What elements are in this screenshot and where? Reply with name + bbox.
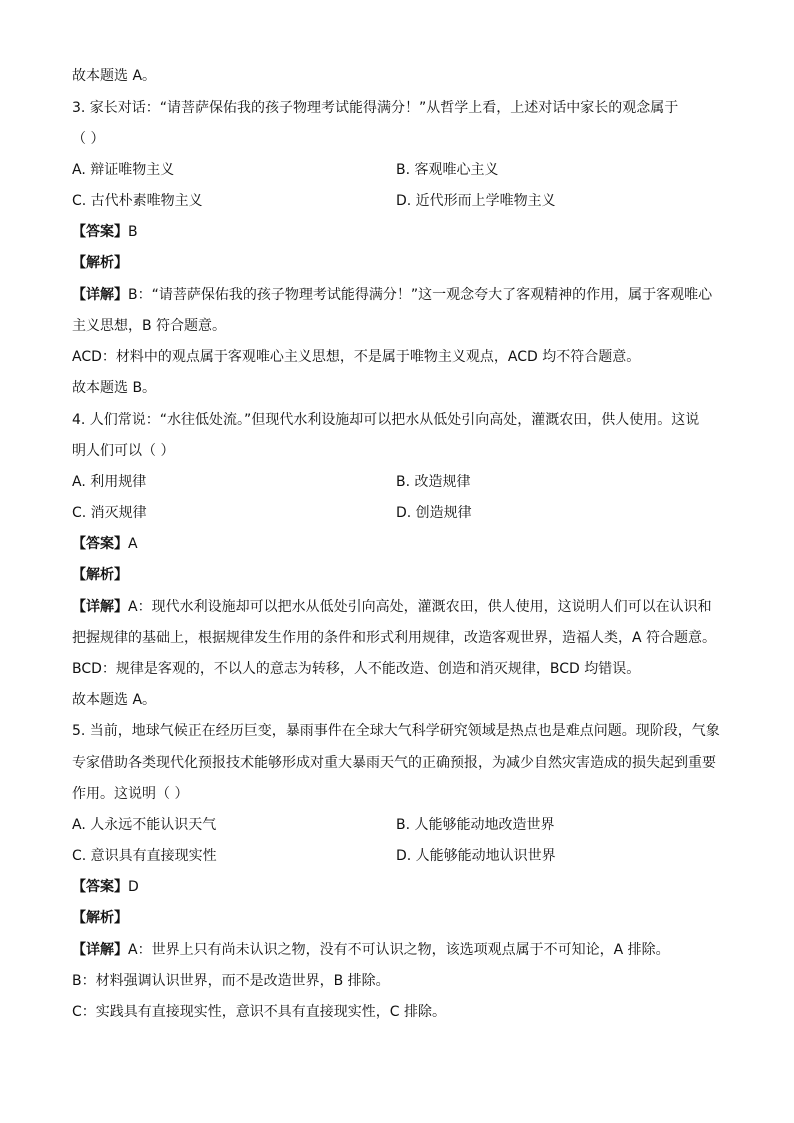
q2-conclusion: 故本题选 A。 (72, 68, 157, 84)
q3-option-b: B. 客观唯心主义 (396, 162, 499, 178)
q4-stem-line-1: 4. 人们常说：“水往低处流。”但现代水利设施却可以把水从低处引向高处，灌溉农田，供人使用。这说 (72, 412, 700, 428)
q3-option-a: A. 辩证唯物主义 (72, 162, 175, 178)
q4-answer (72, 534, 732, 554)
q4-stem-line-2: 明人们可以（ ） (72, 443, 175, 459)
q3-answer-value: B (128, 224, 138, 240)
q5-detail-line-3: C：实践具有直接现实性，意识不具有直接现实性，C 排除。 (72, 1004, 446, 1020)
q3-stem-line-2: （ ） (72, 131, 105, 147)
q5-stem-line-3: 作用。这说明（ ） (72, 786, 189, 802)
q4-detail-line-1 (72, 597, 732, 617)
q5-detail-text-1: A：世界上只有尚未认识之物，没有不可认识之物，该选项观点属于不可知论，A 排除。 (128, 942, 670, 958)
q4-option-d: D. 创造规律 (396, 505, 472, 521)
q4-detail-line-2: 把握规律的基础上，根据规律发生作用的条件和形式利用规律，改造客观世界，造福人类，A 符合题意。 (72, 630, 717, 646)
q5-stem-line-2: 专家借助各类现代化预报技术能够形成对重大暴雨天气的正确预报，为减少自然灾害造成的损失起到重要 (72, 755, 716, 771)
q4-option-c: C. 消灭规律 (72, 505, 147, 521)
q5-option-d: D. 人能够能动地认识世界 (396, 848, 556, 864)
q5-detail-line-2: B：材料强调认识世界，而不是改造世界，B 排除。 (72, 973, 390, 989)
q3-detail-line-1 (72, 285, 732, 305)
q5-analysis-heading: 【解析】 (72, 910, 128, 926)
q3-detail-tag: 【详解】 (72, 287, 128, 303)
q3-detail-line-3: ACD：材料中的观点属于客观唯心主义思想，不是属于唯物主义观点，ACD 均不符合题意。 (72, 349, 641, 365)
q4-analysis-heading: 【解析】 (72, 567, 128, 583)
q3-option-d: D. 近代形而上学唯物主义 (396, 193, 556, 209)
q5-option-c: C. 意识具有直接现实性 (72, 848, 217, 864)
q3-analysis-heading: 【解析】 (72, 255, 128, 271)
q5-stem-line-1: 5. 当前，地球气候正在经历巨变，暴雨事件在全球大气科学研究领域是热点也是难点问题。现阶段，气象 (72, 723, 720, 739)
q3-stem-line-1: 3. 家长对话：“请菩萨保佑我的孩子物理考试能得满分！”从哲学上看，上述对话中家长的观念属于 (72, 100, 679, 116)
q5-detail-line-1 (72, 940, 732, 960)
q4-answer-tag: 【答案】 (72, 536, 128, 552)
q4-detail-line-3: BCD：规律是客观的，不以人的意志为转移，人不能改造、创造和消灭规律，BCD 均错误。 (72, 661, 641, 677)
q4-option-a: A. 利用规律 (72, 474, 147, 490)
q5-answer-value: D (128, 879, 139, 895)
q5-option-b: B. 人能够能动地改造世界 (396, 817, 555, 833)
q3-detail-line-2: 主义思想，B 符合题意。 (72, 318, 227, 334)
q4-answer-value: A (128, 536, 138, 552)
q4-option-b: B. 改造规律 (396, 474, 471, 490)
q3-option-c: C. 古代朴素唯物主义 (72, 193, 203, 209)
q5-detail-tag: 【详解】 (72, 942, 128, 958)
q5-answer (72, 877, 732, 897)
q4-conclusion: 故本题选 A。 (72, 692, 157, 708)
q4-detail-tag: 【详解】 (72, 599, 128, 615)
q3-detail-text-1: B：“请菩萨保佑我的孩子物理考试能得满分！”这一观念夸大了客观精神的作用，属于客观唯心 (128, 287, 713, 303)
q5-answer-tag: 【答案】 (72, 879, 128, 895)
q3-answer (72, 222, 732, 242)
q4-detail-text-1: A：现代水利设施却可以把水从低处引向高处，灌溉农田，供人使用，这说明人们可以在认识和 (128, 599, 712, 615)
q5-option-a: A. 人永远不能认识天气 (72, 817, 217, 833)
q3-answer-tag: 【答案】 (72, 224, 128, 240)
q3-conclusion: 故本题选 B。 (72, 380, 157, 396)
